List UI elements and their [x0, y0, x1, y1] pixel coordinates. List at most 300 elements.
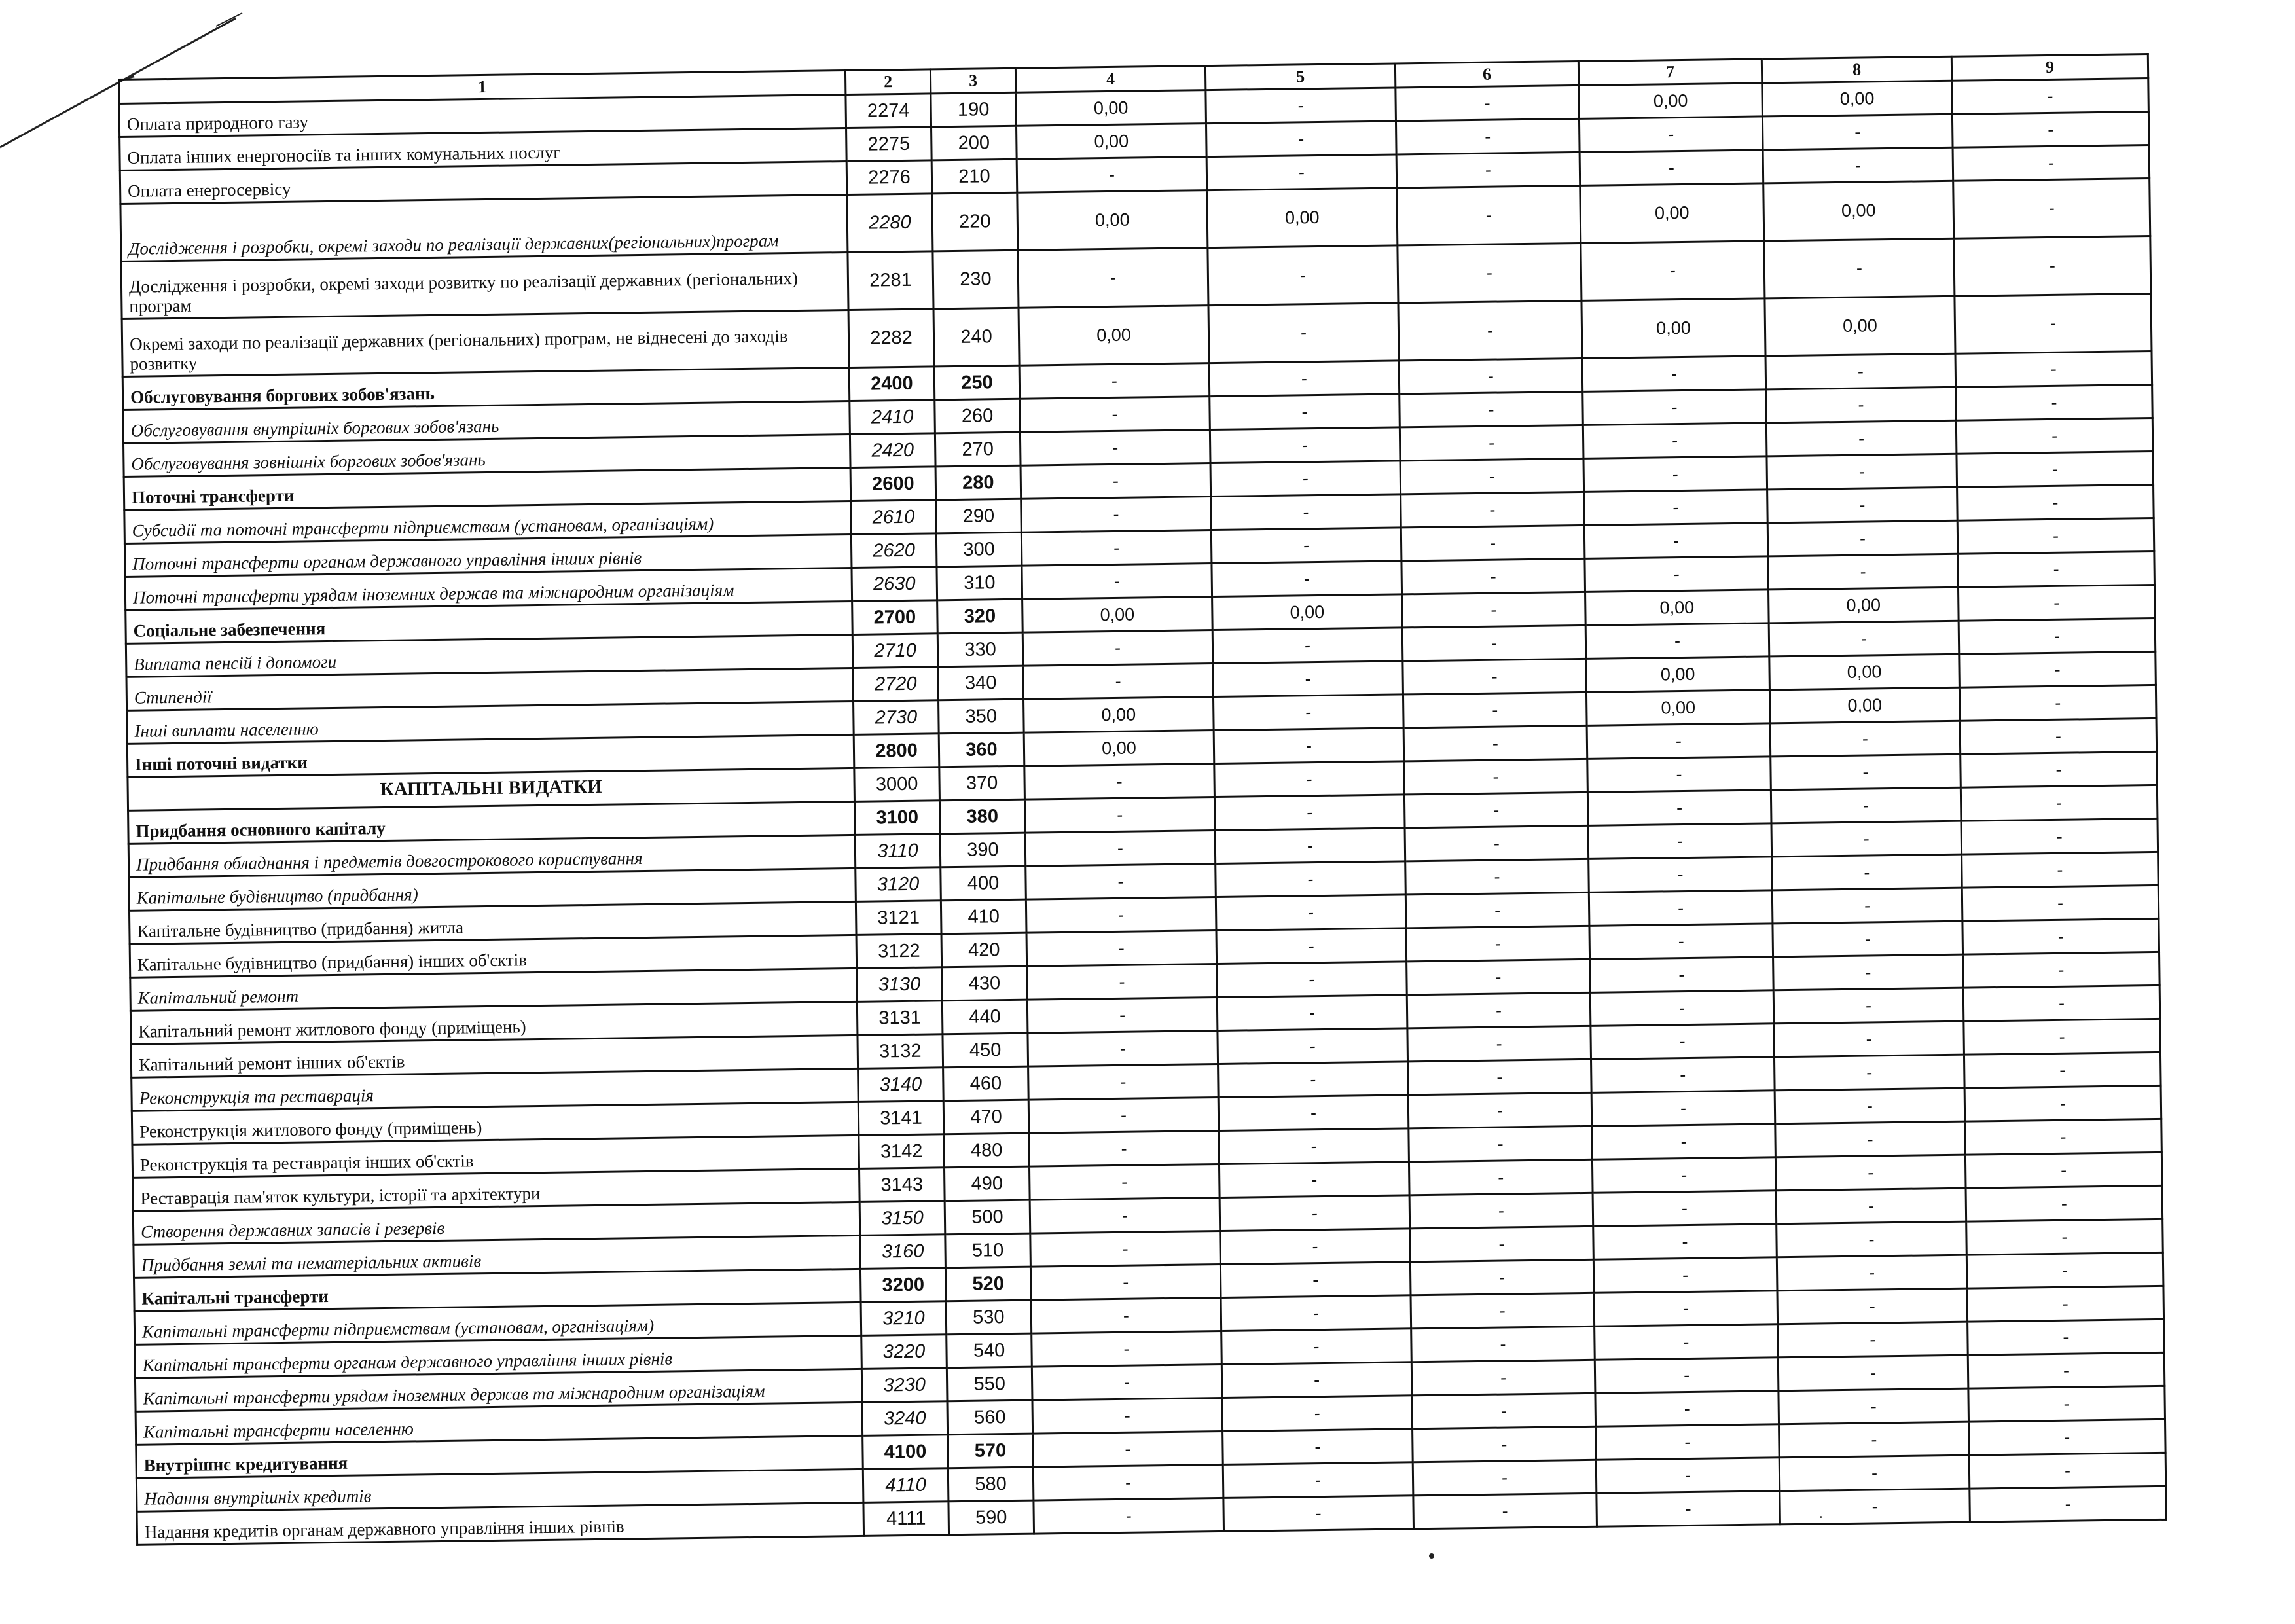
row-value: -: [1216, 928, 1407, 964]
row-value: -: [1218, 1095, 1409, 1131]
row-name: Дослідження і розробки, окремі заходи розвитку по реалізації державних (регіональних) програм: [121, 253, 848, 319]
row-code: 2280: [847, 194, 933, 253]
row-value: 0,00: [1769, 687, 1960, 723]
row-value: -: [1593, 1224, 1777, 1260]
row-line-number: 550: [947, 1367, 1032, 1401]
row-line-number: 540: [947, 1333, 1032, 1368]
row-value: -: [1404, 792, 1588, 828]
column-header: 6: [1395, 61, 1578, 88]
row-value: -: [1396, 85, 1580, 121]
row-name: Окремі заходи по реалізації державних (регіональних) програм, не віднесені до заходів розвитку: [122, 310, 849, 377]
row-name: Поточні трансферти органам державного управління інших рівнів: [124, 534, 852, 577]
row-value: 0,00: [1017, 124, 1207, 160]
row-name: Капітальні трансферти підприємствам (установам, організаціям): [134, 1302, 861, 1344]
row-line-number: 370: [939, 766, 1025, 801]
scan-artifact: [1429, 1553, 1434, 1559]
row-name: Реконструкція та реставрація: [132, 1068, 859, 1111]
row-value: -: [1217, 995, 1407, 1031]
row-line-number: 430: [942, 966, 1028, 1001]
row-value: -: [1410, 1259, 1594, 1295]
row-value: -: [1034, 1498, 1224, 1534]
row-value: -: [1780, 1489, 1970, 1525]
row-value: -: [1964, 1019, 2161, 1055]
row-value: -: [1206, 154, 1397, 190]
row-code: 3220: [861, 1335, 947, 1369]
column-header: 5: [1205, 63, 1395, 90]
row-code: 2274: [846, 94, 931, 128]
row-value: -: [1585, 623, 1769, 659]
row-code: 2410: [850, 400, 935, 435]
row-value: -: [1588, 823, 1772, 859]
row-value: -: [1021, 530, 1212, 566]
column-header: 2: [845, 69, 930, 95]
row-value: -: [1413, 1460, 1597, 1496]
row-line-number: 360: [939, 732, 1024, 767]
row-value: -: [1401, 492, 1585, 528]
expenditure-table: [118, 53, 2167, 1546]
row-name: Надання внутрішніх кредитів: [136, 1469, 863, 1511]
row-value: -: [1206, 88, 1396, 124]
row-value: -: [1214, 795, 1405, 831]
row-name: Соціальне забезпечення: [126, 601, 853, 643]
row-value: -: [1767, 487, 1958, 523]
row-code: 2700: [852, 600, 938, 635]
row-name: Інші виплати населенню: [127, 701, 854, 744]
row-line-number: 560: [947, 1400, 1033, 1435]
row-value: -: [1968, 1352, 2165, 1388]
row-code: 2730: [854, 700, 939, 735]
row-value: -: [1411, 1293, 1595, 1329]
row-value: -: [1762, 114, 1953, 150]
row-value: -: [1413, 1426, 1597, 1462]
row-value: -: [1206, 121, 1396, 157]
row-name: Капітальний ремонт: [130, 968, 858, 1011]
column-header: 1: [119, 71, 846, 104]
row-name: Капітальне будівництво (придбання): [129, 868, 856, 911]
row-value: -: [1029, 1164, 1220, 1200]
row-value: 0,00: [1769, 587, 1959, 623]
row-value: 0,00: [1212, 594, 1403, 630]
row-line-number: 340: [938, 666, 1024, 700]
row-value: -: [1028, 1031, 1218, 1067]
row-value: -: [1210, 394, 1400, 430]
row-value: -: [1221, 1329, 1412, 1365]
row-line-number: 220: [932, 192, 1018, 251]
row-value: -: [1961, 751, 2158, 787]
row-value: 0,00: [1022, 597, 1213, 633]
row-value: -: [1767, 454, 1957, 490]
row-value: -: [1408, 1092, 1592, 1128]
row-value: -: [1216, 895, 1406, 931]
row-value: -: [1958, 551, 2155, 587]
row-value: -: [1764, 238, 1955, 298]
row-value: -: [1214, 728, 1404, 764]
row-name: Внутрішнє кредитування: [136, 1435, 863, 1478]
row-value: -: [1028, 1064, 1219, 1100]
row-value: -: [1413, 1493, 1597, 1529]
row-value: -: [1582, 356, 1766, 392]
row-code: 2800: [854, 734, 939, 768]
row-value: -: [1221, 1362, 1412, 1398]
row-value: -: [1030, 1197, 1220, 1233]
row-name: Створення державних запасів і резервів: [133, 1202, 860, 1244]
row-value: -: [1027, 964, 1218, 1000]
row-value: -: [1774, 1055, 1964, 1091]
row-value: -: [1024, 797, 1215, 833]
row-value: -: [1773, 921, 1963, 957]
row-name: Субсидії та поточні трансферти підприємствам (установам, організаціям): [124, 501, 852, 543]
row-value: -: [1409, 1159, 1593, 1195]
row-value: -: [1590, 957, 1774, 993]
row-value: -: [1024, 764, 1215, 800]
table-body: [119, 79, 2166, 1545]
row-value: -: [1769, 621, 1959, 657]
row-value: 0,00: [1580, 183, 1764, 244]
row-code: 3200: [860, 1268, 946, 1303]
row-value: 0,00: [1019, 306, 1209, 366]
row-line-number: 190: [931, 92, 1017, 127]
row-value: -: [1957, 451, 2154, 487]
row-value: -: [1407, 992, 1591, 1028]
row-value: -: [1410, 1226, 1594, 1262]
row-value: -: [1033, 1464, 1223, 1500]
row-line-number: 410: [941, 899, 1026, 934]
row-name: Поточні трансферти урядам іноземних держав та міжнародним організаціям: [125, 568, 852, 610]
row-value: -: [1020, 397, 1210, 433]
row-line-number: 490: [945, 1166, 1030, 1201]
row-name: Оплата природного газу: [119, 95, 846, 137]
row-value: 0,00: [1586, 690, 1770, 726]
row-value: -: [1404, 759, 1588, 795]
row-value: -: [1212, 561, 1402, 597]
row-value: 0,00: [1024, 731, 1214, 767]
row-value: -: [1584, 523, 1768, 559]
row-value: 0,00: [1762, 81, 1953, 117]
row-value: -: [1768, 554, 1959, 590]
row-line-number: 290: [936, 499, 1022, 533]
row-value: -: [1965, 1152, 2162, 1188]
row-code: 3210: [861, 1301, 947, 1336]
row-value: -: [1412, 1393, 1596, 1429]
row-name: Капітальне будівництво (придбання) житла: [129, 901, 856, 944]
row-line-number: 510: [945, 1233, 1031, 1268]
row-value: -: [1591, 1057, 1775, 1093]
row-value: -: [1217, 962, 1407, 998]
row-value: -: [1592, 1157, 1776, 1193]
row-name: Капітальний ремонт інших об'єктів: [131, 1035, 858, 1077]
row-value: -: [1020, 430, 1210, 466]
row-line-number: 210: [931, 159, 1017, 194]
row-name: Оплата енергосервісу: [120, 162, 847, 204]
row-value: -: [1579, 117, 1763, 153]
row-value: 0,00: [1763, 181, 1954, 241]
row-code: 3120: [856, 867, 941, 902]
row-value: -: [1023, 664, 1214, 700]
row-value: -: [1211, 528, 1401, 564]
row-value: -: [1770, 721, 1961, 757]
row-value: -: [1584, 490, 1768, 526]
row-value: -: [1406, 926, 1590, 962]
row-value: -: [1581, 241, 1765, 301]
row-value: -: [1223, 1462, 1413, 1498]
row-value: -: [1214, 695, 1404, 731]
row-value: -: [1955, 293, 2152, 353]
row-value: -: [1595, 1358, 1779, 1394]
row-value: -: [1777, 1255, 1967, 1291]
row-value: -: [1778, 1355, 1968, 1391]
row-value: -: [1212, 628, 1403, 664]
row-line-number: 400: [941, 866, 1026, 901]
row-value: -: [1589, 857, 1773, 893]
row-value: -: [1956, 418, 2153, 454]
row-value: -: [1031, 1297, 1221, 1333]
row-value: -: [1211, 494, 1401, 530]
row-name: Інші поточні видатки: [127, 734, 854, 777]
row-value: -: [1409, 1126, 1593, 1162]
row-value: -: [1962, 852, 2159, 888]
row-value: -: [1968, 1386, 2165, 1422]
row-name: Придбання обладнання і предметів довгострокового користування: [128, 835, 856, 877]
row-value: -: [1222, 1396, 1413, 1432]
row-value: -: [1397, 185, 1581, 245]
row-code: 3132: [858, 1034, 943, 1069]
row-value: -: [1773, 988, 1964, 1024]
row-value: -: [1396, 152, 1580, 188]
row-line-number: 270: [935, 432, 1021, 467]
row-name: Придбання землі та нематеріальних активів: [134, 1235, 861, 1278]
row-value: -: [1954, 236, 2151, 297]
row-value: -: [1775, 1088, 1965, 1124]
row-code: 2610: [851, 500, 937, 535]
row-value: -: [1968, 1319, 2165, 1355]
row-value: 0,00: [1024, 697, 1214, 733]
row-value: -: [1411, 1326, 1595, 1362]
row-line-number: 230: [933, 250, 1019, 309]
row-value: -: [1969, 1453, 2166, 1489]
row-value: -: [1405, 825, 1589, 861]
row-line-number: 380: [939, 799, 1025, 834]
row-value: -: [1965, 1119, 2162, 1155]
row-value: -: [1779, 1422, 1970, 1458]
row-value: -: [1766, 420, 1957, 456]
row-value: -: [1411, 1360, 1595, 1396]
row-value: -: [1777, 1221, 1967, 1257]
row-value: -: [1593, 1257, 1777, 1293]
row-value: -: [1218, 1062, 1409, 1098]
row-line-number: 420: [941, 933, 1027, 967]
row-value: -: [1969, 1419, 2166, 1455]
row-value: -: [1763, 147, 1953, 183]
row-value: -: [1026, 864, 1216, 900]
row-code: 2400: [849, 367, 935, 401]
row-value: -: [1220, 1229, 1411, 1265]
row-value: 0,00: [1017, 190, 1208, 251]
row-value: -: [1021, 497, 1212, 533]
row-value: 0,00: [1586, 657, 1770, 693]
row-value: -: [1967, 1286, 2164, 1322]
row-value: -: [1219, 1162, 1409, 1198]
row-value: -: [1597, 1491, 1780, 1527]
row-line-number: 570: [948, 1434, 1034, 1468]
row-line-number: 480: [944, 1133, 1030, 1168]
row-value: -: [1957, 484, 2154, 520]
row-name: Надання кредитів органам державного управління інших рівнів: [137, 1502, 864, 1545]
row-value: 0,00: [1585, 590, 1769, 626]
row-code: 3100: [854, 801, 940, 835]
row-value: -: [1221, 1295, 1411, 1331]
row-code: 3143: [859, 1168, 945, 1202]
row-value: -: [1596, 1458, 1780, 1494]
row-name: Капітальне будівництво (придбання) інших об'єктів: [130, 935, 857, 977]
row-code: 4111: [863, 1502, 949, 1536]
row-line-number: 260: [935, 399, 1021, 433]
row-line-number: 240: [933, 308, 1019, 367]
row-value: -: [1022, 564, 1212, 600]
row-value: -: [1966, 1252, 2163, 1288]
row-value: -: [1026, 931, 1217, 967]
row-value: -: [1966, 1219, 2163, 1255]
row-line-number: 280: [935, 465, 1021, 500]
row-value: -: [1400, 425, 1583, 461]
row-value: -: [1595, 1391, 1779, 1427]
scan-artifact: .: [1818, 1502, 1824, 1522]
row-code: 2600: [850, 467, 936, 501]
row-value: -: [1587, 757, 1771, 793]
row-value: -: [1583, 423, 1767, 459]
row-code: 3230: [861, 1368, 947, 1403]
row-value: -: [1771, 821, 1962, 857]
row-value: -: [1961, 785, 2158, 821]
row-value: -: [1017, 157, 1207, 193]
row-code: 3141: [858, 1101, 944, 1136]
row-value: -: [1778, 1322, 1968, 1358]
row-value: -: [1595, 1324, 1779, 1360]
column-header: 3: [930, 68, 1015, 94]
row-line-number: 500: [945, 1200, 1030, 1235]
row-line-number: 590: [949, 1500, 1034, 1535]
row-value: -: [1593, 1191, 1777, 1227]
row-value: -: [1405, 892, 1589, 928]
row-name: Реконструкція житлового фонду (приміщень): [132, 1102, 859, 1144]
row-code: 2620: [851, 533, 937, 568]
row-code: 4100: [863, 1435, 949, 1470]
row-value: -: [1403, 692, 1587, 728]
row-name: Капітальні трансферти: [134, 1269, 861, 1311]
row-code: 2710: [852, 634, 938, 668]
row-value: -: [1210, 427, 1400, 463]
row-line-number: 390: [940, 833, 1026, 867]
row-value: -: [1963, 952, 2160, 988]
row-value: -: [1767, 520, 1958, 556]
row-name: Капітальні трансферти населенню: [136, 1402, 863, 1445]
column-header: 7: [1578, 59, 1762, 86]
row-value: -: [1398, 243, 1581, 303]
row-value: -: [1772, 854, 1962, 890]
row-value: -: [1405, 859, 1589, 895]
row-value: -: [1027, 998, 1218, 1034]
row-value: -: [1592, 1124, 1776, 1160]
row-code: 3000: [854, 767, 940, 802]
row-name: Обслуговування внутрішніх боргових зобов'язань: [123, 401, 850, 443]
row-value: -: [1032, 1331, 1222, 1367]
row-value: -: [1022, 630, 1213, 666]
row-value: -: [1779, 1455, 1970, 1491]
row-value: -: [1959, 685, 2156, 721]
row-value: -: [1223, 1496, 1414, 1532]
row-value: -: [1962, 918, 2159, 954]
row-value: -: [1025, 831, 1216, 867]
row-value: -: [1589, 890, 1773, 926]
row-value: -: [1032, 1398, 1223, 1434]
row-line-number: 530: [946, 1300, 1032, 1335]
row-code: 2282: [848, 309, 934, 368]
row-line-number: 310: [937, 566, 1022, 600]
row-line-number: 440: [942, 1000, 1028, 1034]
row-value: -: [1218, 1028, 1408, 1064]
row-value: 0,00: [1765, 296, 1955, 356]
row-value: -: [1775, 1121, 1966, 1157]
row-value: -: [1209, 361, 1400, 397]
row-value: -: [1216, 861, 1406, 897]
row-value: -: [1403, 725, 1587, 761]
row-value: -: [1019, 363, 1210, 399]
column-header: 9: [1951, 54, 2148, 81]
row-code: 3150: [859, 1201, 945, 1236]
row-code: 2276: [846, 160, 932, 195]
row-value: -: [1396, 118, 1580, 154]
row-value: -: [1959, 618, 2156, 654]
row-value: 0,00: [1016, 90, 1206, 126]
row-value: -: [1966, 1185, 2163, 1221]
row-name: КАПІТАЛЬНІ ВИДАТКИ: [128, 768, 855, 810]
row-name: Виплата пенсій і допомоги: [126, 634, 853, 677]
row-value: -: [1776, 1188, 1966, 1224]
row-line-number: 320: [937, 599, 1023, 634]
row-line-number: 330: [937, 632, 1023, 667]
row-value: -: [1771, 787, 1961, 823]
row-value: -: [1591, 1024, 1775, 1060]
row-value: -: [1583, 456, 1767, 492]
row-value: -: [1208, 303, 1399, 363]
row-value: -: [1591, 1091, 1775, 1127]
row-value: -: [1402, 625, 1586, 661]
row-code: 2420: [850, 433, 935, 468]
row-value: -: [1030, 1231, 1221, 1267]
row-value: -: [1953, 179, 2150, 239]
row-value: -: [1774, 1021, 1964, 1057]
row-value: -: [1777, 1288, 1968, 1324]
row-value: -: [1223, 1429, 1413, 1465]
row-line-number: 580: [948, 1467, 1034, 1502]
row-value: -: [1021, 463, 1211, 499]
row-value: -: [1957, 518, 2154, 554]
row-value: -: [1952, 79, 2149, 115]
row-value: -: [1959, 651, 2156, 687]
row-line-number: 300: [936, 532, 1022, 567]
row-value: -: [1953, 145, 2150, 181]
row-line-number: 350: [939, 699, 1024, 734]
row-value: -: [1956, 384, 2153, 420]
row-value: -: [1961, 818, 2158, 854]
row-value: -: [1958, 585, 2155, 621]
row-value: -: [1585, 556, 1769, 592]
row-value: -: [1587, 723, 1771, 759]
row-value: -: [1960, 718, 2157, 754]
row-line-number: 460: [943, 1066, 1029, 1101]
row-code: 3131: [857, 1001, 943, 1036]
row-value: -: [1030, 1264, 1221, 1300]
row-value: -: [1408, 1059, 1592, 1095]
